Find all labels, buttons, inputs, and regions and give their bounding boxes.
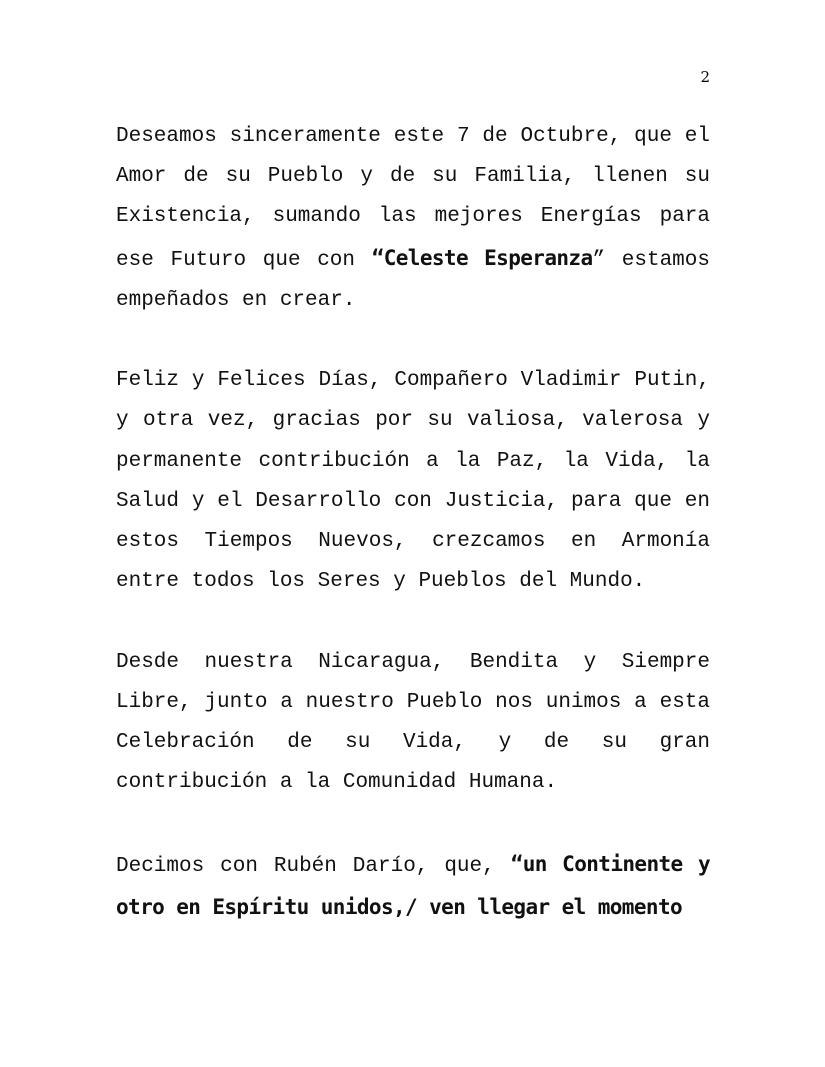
paragraph-4 bbox=[116, 844, 710, 930]
paragraph-4-text: Decimos con Rubén Darío, que, bbox=[116, 854, 511, 878]
page-number: 2 bbox=[700, 68, 710, 86]
paragraph-2 bbox=[116, 361, 710, 602]
paragraph-3-text: Desde nuestra Nicaragua, Bendita y Siempre Libre, junto a nuestro Pueblo nos unimos a esta Celebración de su Vida, y de su gran contribución a la Comunidad Humana. bbox=[116, 650, 710, 795]
paragraph-1 bbox=[116, 117, 710, 321]
letter-body bbox=[116, 117, 710, 970]
dario-quote: “un Continente y otro en Espíritu unidos,/ ven llegar el momento bbox=[116, 851, 710, 919]
paragraph-2-text: Feliz y Felices Días, Compañero Vladimir Putin, y otra vez, gracias por su valiosa, valerosa y permanente contribución a la Paz, la Vida, la Salud y el Desarrollo con Justicia, para que en estos Tiempos Nuevos, crezcamos en Armonía entre todos los Seres y Pueblos del Mundo. bbox=[116, 369, 710, 594]
paragraph-3 bbox=[116, 643, 710, 804]
paragraph-1-text: Deseamos sinceramente este 7 de Octubre, que el Amor de su Pueblo y de su Familia, llenen su Existencia, sumando las mejores Energías para ese Futuro que con bbox=[116, 125, 710, 272]
paragraph-1-bold-phrase: “Celeste Esperanza bbox=[371, 245, 593, 270]
paragraph-1-text-end: ” estamos empeñados en crear. bbox=[116, 248, 710, 312]
